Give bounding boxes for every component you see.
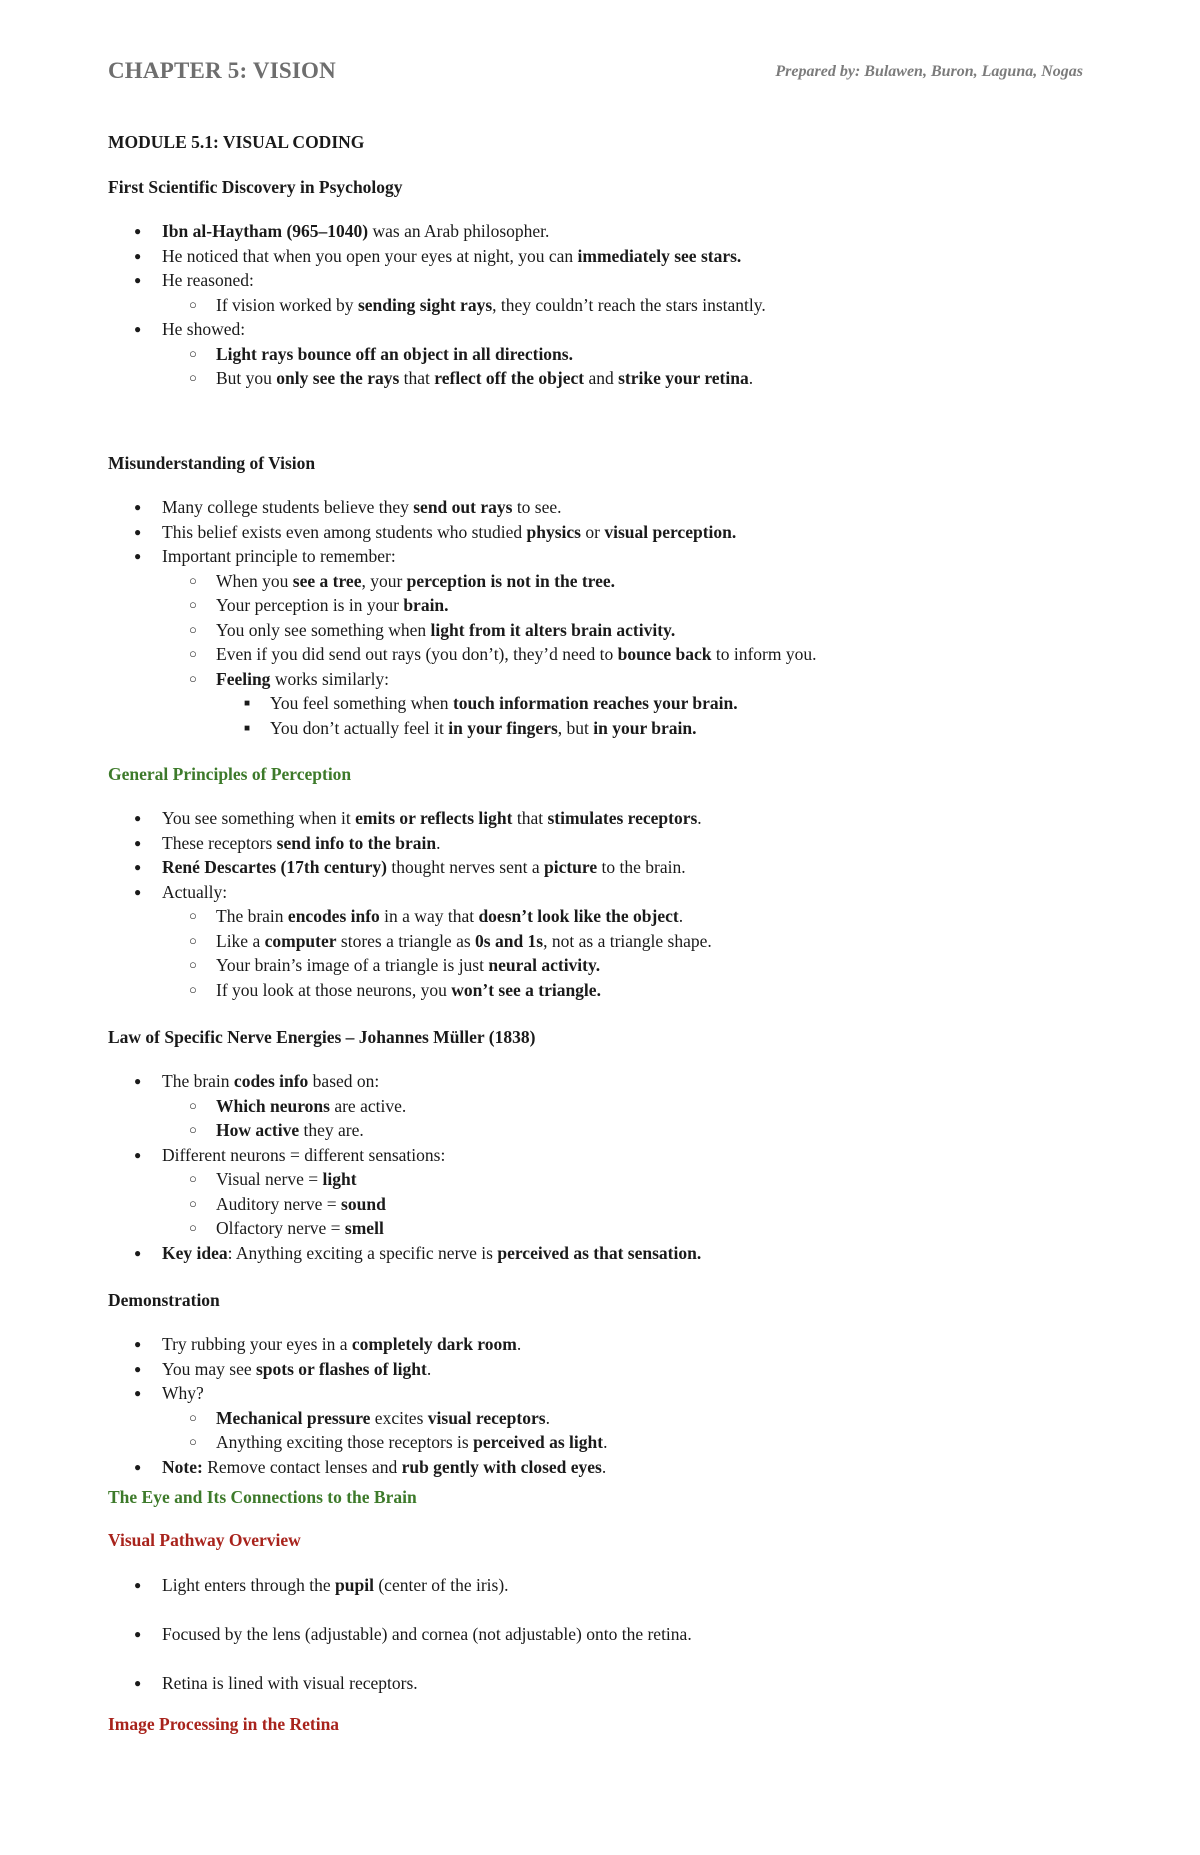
list-item: ● These receptors send info to the brain. bbox=[108, 831, 1108, 856]
sub-list-item: ○ Like a computer stores a triangle as 0s and 1s, not as a triangle shape. bbox=[162, 929, 1108, 954]
list-item: ● Focused by the lens (adjustable) and cornea (not adjustable) onto the retina. bbox=[108, 1622, 1108, 1647]
sub-list-item: ○ Olfactory nerve = smell bbox=[162, 1216, 1108, 1241]
list-item: ● He noticed that when you open your eyes at night, you can immediately see stars. bbox=[108, 244, 1108, 269]
section-heading-discovery: First Scientific Discovery in Psychology bbox=[108, 177, 403, 197]
sub-list-item: ○ Mechanical pressure excites visual receptors. bbox=[162, 1406, 1108, 1431]
list-item: ● Actually: ○ The brain encodes info in a way that doesn’t look like the object. ○ Like a computer stores a triangle as 0s and 1s, not as a triangle shape. ○ Your brain’s image of a triangle is just neural activity. ○ If you look at those neurons, you won’t see a triangle. bbox=[108, 880, 1108, 1003]
sub-list-item: ○ How active they are. bbox=[162, 1118, 1108, 1143]
visual-pathway-list bbox=[108, 1573, 1108, 1696]
section-heading-eye-connections: The Eye and Its Connections to the Brain bbox=[108, 1487, 417, 1507]
section-heading-law: Law of Specific Nerve Energies – Johannes Müller (1838) bbox=[108, 1027, 536, 1047]
section-heading-misunderstanding: Misunderstanding of Vision bbox=[108, 453, 316, 473]
sub-list-item: ○ Your brain’s image of a triangle is just neural activity. bbox=[162, 953, 1108, 978]
list-item: ● René Descartes (17th century) thought nerves sent a picture to the brain. bbox=[108, 855, 1108, 880]
discovery-list bbox=[108, 219, 1108, 391]
sub-list-item: ○ Auditory nerve = sound bbox=[162, 1192, 1108, 1217]
sub-sub-list-item: ■ You don’t actually feel it in your fingers, but in your brain. bbox=[216, 716, 1108, 741]
demonstration-list bbox=[108, 1332, 1108, 1479]
list-item: ● Retina is lined with visual receptors. bbox=[108, 1671, 1108, 1696]
sub-list-item: ○ If vision worked by sending sight rays, they couldn’t reach the stars instantly. bbox=[162, 293, 1108, 318]
general-principles-list bbox=[108, 806, 1108, 1002]
list-item: ● Key idea: Anything exciting a specific nerve is perceived as that sensation. bbox=[108, 1241, 1108, 1266]
section-heading-demonstration: Demonstration bbox=[108, 1290, 220, 1310]
list-item: ● Light enters through the pupil (center of the iris). bbox=[108, 1573, 1108, 1598]
sub-list-item: ○ Anything exciting those receptors is perceived as light. bbox=[162, 1430, 1108, 1455]
list-item: ● Why? ○ Mechanical pressure excites visual receptors. ○ Anything exciting those receptors is perceived as light. bbox=[108, 1381, 1108, 1455]
sub-list-item: ○ Which neurons are active. bbox=[162, 1094, 1108, 1119]
sub-list-item: ○ When you see a tree, your perception is not in the tree. bbox=[162, 569, 1108, 594]
section-heading-retina-processing: Image Processing in the Retina bbox=[108, 1714, 340, 1734]
sub-list-item: ○ Visual nerve = light bbox=[162, 1167, 1108, 1192]
list-item: ● You may see spots or flashes of light. bbox=[108, 1357, 1108, 1382]
list-item: ● Note: Remove contact lenses and rub gently with closed eyes. bbox=[108, 1455, 1108, 1480]
sub-list-item: ○ Your perception is in your brain. bbox=[162, 593, 1108, 618]
list-item: ● This belief exists even among students who studied physics or visual perception. bbox=[108, 520, 1108, 545]
list-item: ● Different neurons = different sensations: ○ Visual nerve = light ○ Auditory nerve = sound ○ Olfactory nerve = smell bbox=[108, 1143, 1108, 1241]
sub-list-item: ○ The brain encodes info in a way that doesn’t look like the object. bbox=[162, 904, 1108, 929]
list-item: ● The brain codes info based on: ○ Which neurons are active. ○ How active they are. bbox=[108, 1069, 1108, 1143]
list-item: ● He reasoned: ○ If vision worked by sending sight rays, they couldn’t reach the stars instantly. bbox=[108, 268, 1108, 317]
section-heading-general-principles: General Principles of Perception bbox=[108, 764, 352, 784]
list-item: ● He showed: ○ Light rays bounce off an object in all directions. ○ But you only see the rays that reflect off the object and strike your retina. bbox=[108, 317, 1108, 391]
sub-list-item: ○ But you only see the rays that reflect off the object and strike your retina. bbox=[162, 366, 1108, 391]
misunderstanding-list bbox=[108, 495, 1108, 740]
list-item: ● Important principle to remember: ○ When you see a tree, your perception is not in the tree. ○ Your perception is in your brain. ○ You only see something when light from it alters brain activity. ○ Even if you did send out rays (you don’t), they’d need to bounce back to inform you. ○ Feeling works similarly: ■ You feel something when touch information reaches your brain. ■ You don’t actually feel it in your fingers, but in your brain. bbox=[108, 544, 1108, 740]
sub-list-item: ○ If you look at those neurons, you won’t see a triangle. bbox=[162, 978, 1108, 1003]
sub-list-item: ○ Feeling works similarly: ■ You feel something when touch information reaches your brain. ■ You don’t actually feel it in your fingers, but in your brain. bbox=[162, 667, 1108, 741]
list-item: ● You see something when it emits or reflects light that stimulates receptors. bbox=[108, 806, 1108, 831]
section-heading-visual-pathway: Visual Pathway Overview bbox=[108, 1530, 301, 1550]
law-list bbox=[108, 1069, 1108, 1265]
sub-sub-list-item: ■ You feel something when touch information reaches your brain. bbox=[216, 691, 1108, 716]
sub-list-item: ○ Light rays bounce off an object in all directions. bbox=[162, 342, 1108, 367]
prepared-by: Prepared by: Bulawen, Buron, Laguna, Nogas bbox=[775, 63, 1083, 80]
sub-list-item: ○ You only see something when light from it alters brain activity. bbox=[162, 618, 1108, 643]
list-item: ● Try rubbing your eyes in a completely dark room. bbox=[108, 1332, 1108, 1357]
sub-list-item: ○ Even if you did send out rays (you don’t), they’d need to bounce back to inform you. bbox=[162, 642, 1108, 667]
list-item: ● Many college students believe they send out rays to see. bbox=[108, 495, 1108, 520]
chapter-title: CHAPTER 5: VISION bbox=[108, 58, 336, 83]
module-title: MODULE 5.1: VISUAL CODING bbox=[108, 132, 365, 152]
list-item: ● Ibn al-Haytham (965–1040) was an Arab philosopher. bbox=[108, 219, 1108, 244]
